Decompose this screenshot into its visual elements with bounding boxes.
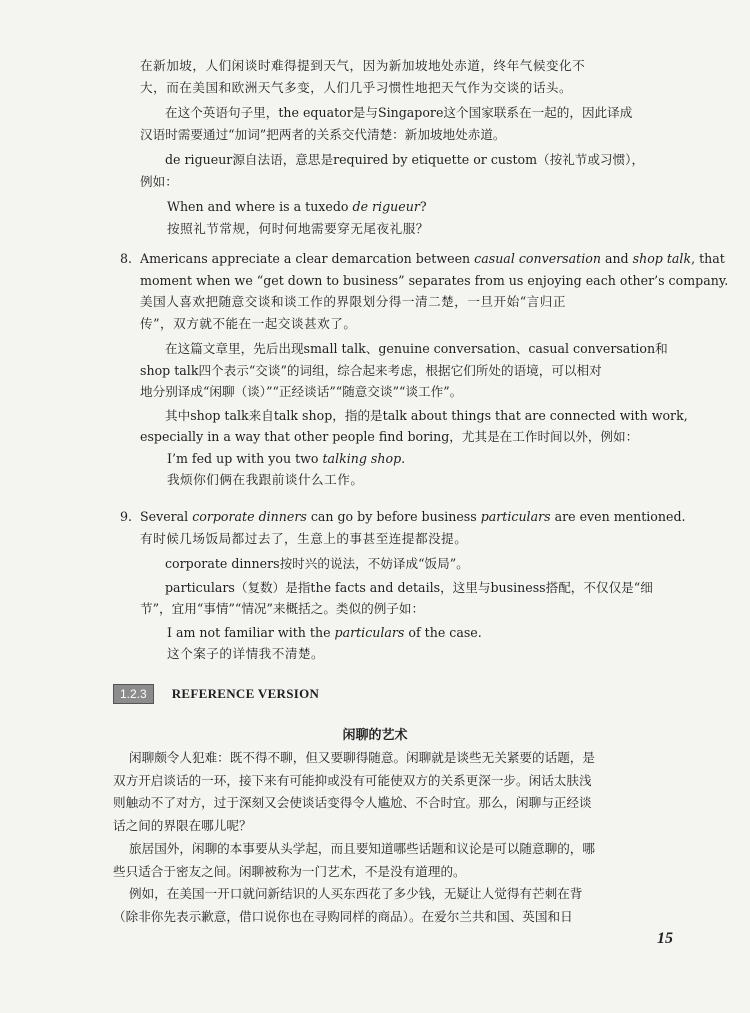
section-title: REFERENCE VERSION	[171, 686, 320, 701]
article-line: 例如，在美国一开口就问新结识的人买东西花了多少钱，无疑让人觉得有芒刺在背	[113, 886, 583, 902]
article-line: （除非你先表示歉意，借口说你也在寻购同样的商品）。在爱尔兰共和国、英国和日	[113, 908, 573, 924]
translation-line: 有时候几场饭局都过去了，生意上的事甚至连提都没提。	[140, 530, 468, 546]
article-line: 闲聊颇令人犯难：既不得不聊，但又要聊得随意。闲聊就是谈些无关紧要的话题，是	[113, 750, 595, 765]
example-sentence: I am not familiar with the particulars of the case.	[167, 624, 482, 640]
source-sentence: Americans appreciate a clear demarcation between casual conversation and shop talk, that	[140, 251, 725, 266]
note-line: shop talk四个表示“交谈”的词组，综合起来考虑，根据它们所处的语境，可以相对	[140, 362, 602, 378]
note-line: 地分别译成“闲聊（谈）”“正经谈话”“随意交谈”“谈工作”。	[140, 384, 463, 399]
item-number: 9.	[120, 509, 133, 524]
example-text: When and where is a tuxedo	[167, 199, 353, 214]
example-translation: 我烦你们俩在我跟前谈什么工作。	[167, 472, 364, 487]
translation-line: 传”，双方就不能在一起交谈甚欢了。	[140, 315, 357, 331]
example-translation: 按照礼节常规，何时何地需要穿无尾夜礼服？	[167, 220, 429, 236]
example-translation: 这个案子的详情我不清楚。	[167, 646, 325, 661]
article-line: 双方开启谈话的一环，接下来有可能抑或没有可能使双方的关系更深一步。闲话太肤浅	[113, 772, 592, 788]
note-line: especially in a way that other people find boring，尤其是在工作时间以外，例如：	[140, 429, 639, 444]
example-italic: de rigueur	[352, 199, 420, 214]
item-9	[140, 506, 686, 665]
translation-line: 大，而在美国和欧洲天气多变，人们几乎习惯性地把天气作为交谈的话头。	[140, 79, 573, 95]
example-sentence	[140, 196, 650, 218]
source-sentence: Several corporate dinners can go by before business particulars are even mentioned.	[140, 509, 686, 524]
note-line: 其中shop talk来自talk shop，指的是talk about things that are connected with work,	[165, 407, 688, 423]
section-heading	[113, 684, 319, 704]
article-line: 则触动不了对方，过于深刻又会使谈话变得令人尴尬、不合时宜。那么，闲聊与正经谈	[113, 795, 592, 811]
example-sentence: I’m fed up with you two talking shop.	[167, 450, 406, 466]
note-line: de rigueur源自法语，意思是required by etiquette or custom（按礼节或习惯），	[165, 152, 645, 167]
translation-line: 在新加坡，人们闲谈时难得提到天气，因为新加坡地处赤道，终年气候变化不	[140, 58, 586, 73]
section-number: 1.2.3	[113, 684, 154, 704]
article-title: 闲聊的艺术	[342, 728, 408, 743]
source-sentence: moment when we “get down to business” separates from us enjoying each other’s company.	[140, 272, 729, 288]
example-text: ?	[419, 199, 427, 214]
page-number: 15	[657, 930, 673, 947]
note-line: 在这篇文章里，先后出现small talk、genuine conversation、casual conversation和	[165, 341, 668, 356]
article-body	[113, 747, 653, 929]
item-number: 8.	[120, 251, 133, 266]
item-8	[140, 248, 729, 491]
note-line: 在这个英语句子里，the equator是与Singapore这个国家联系在一起的，因此译成	[165, 105, 633, 120]
note-line: 汉语时需要通过“加词”把两者的关系交代清楚：新加坡地处赤道。	[140, 126, 506, 142]
translation-line: 美国人喜欢把随意交谈和谈工作的界限划分得一清二楚，一旦开始“言归正	[140, 294, 566, 309]
note-line: 节”，宜用“事情”“情况”来概括之。类似的例子如：	[140, 601, 425, 616]
note-line: particulars（复数）是指the facts and details，这里与business搭配，不仅仅是“细	[165, 579, 653, 595]
note-line: corporate dinners按时兴的说法，不妨译成“饭局”。	[165, 556, 469, 571]
article-line: 些只适合于密友之间。闲聊被称为一门艺术，不是没有道理的。	[113, 863, 466, 879]
intro-block	[140, 55, 650, 239]
article-line: 旅居国外，闲聊的本事要从头学起，而且要知道哪些话题和议论是可以随意聊的，哪	[113, 840, 595, 856]
article-line: 话之间的界限在哪儿呢？	[113, 818, 252, 834]
note-line: 例如：	[140, 173, 178, 189]
